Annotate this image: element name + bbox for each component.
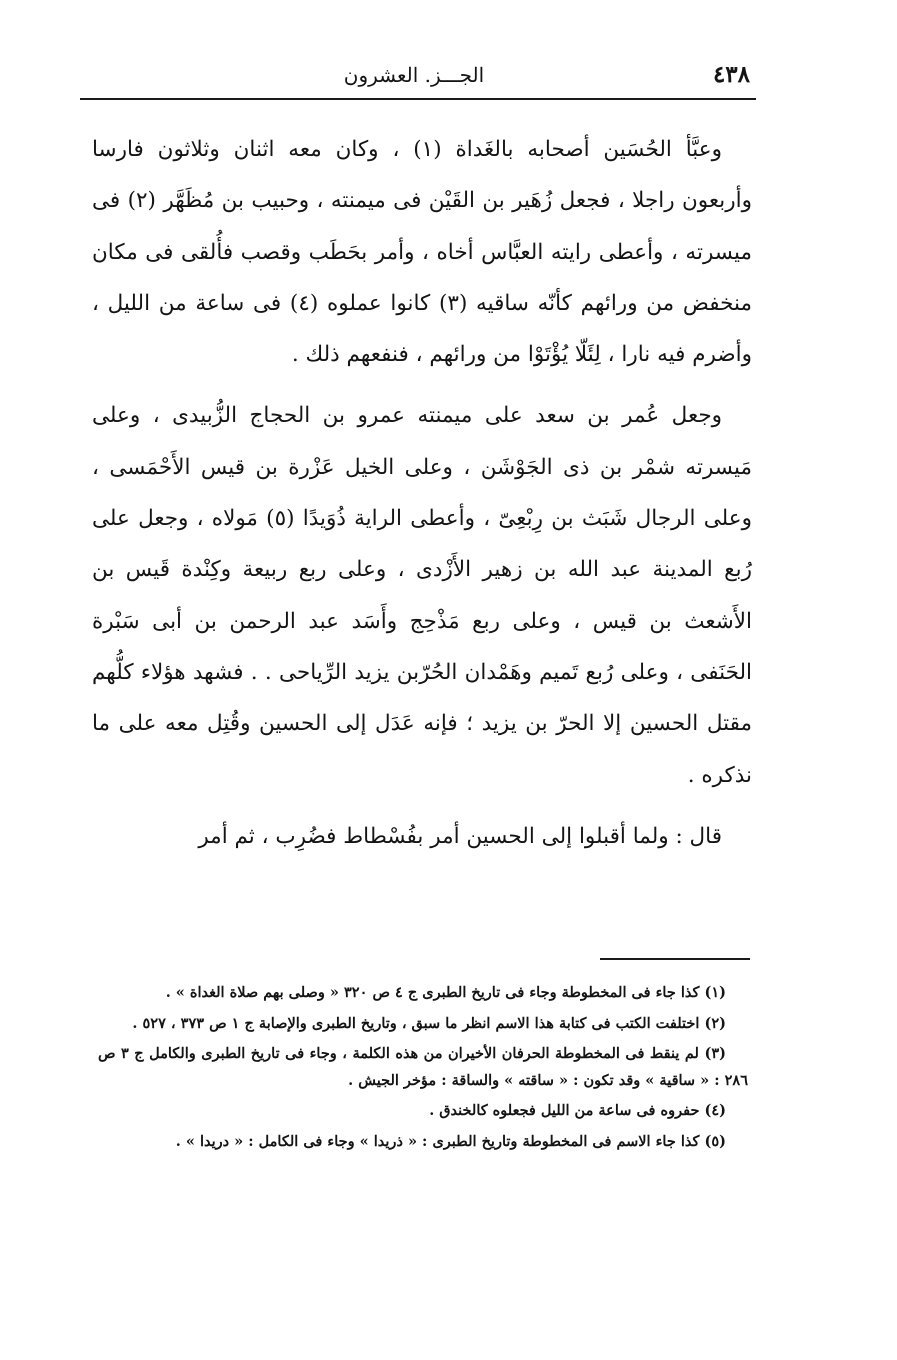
footnote: (٢) اختلفت الكتب فى كتابة هذا الاسم انظر ما سبق ، وتاريخ الطبرى والإصابة ج ١ ص ٣٧٣ ، ٥٢٧ . [132, 1014, 726, 1032]
footnote: (١) كذا جاء فى المخطوطة وجاء فى تاريخ الطبرى ج ٤ ص ٣٢٠ « وصلى بهم صلاة الغداة » . [165, 984, 726, 1001]
running-title: الجـــز. العشرون [343, 63, 485, 87]
footnote: (٣) لم ينقط فى المخطوطة الحرفان الأخيران من هذه الكلمة ، وجاء فى تاريخ الطبرى والكامل ج ٣ ص ٢٨٦ : « ساقية » وقد تكون : « ساقته » والساقة : مؤخر الجيش . [98, 1045, 748, 1089]
footnote: (٥) كذا جاء الاسم فى المخطوطة وتاريخ الطبرى : « ذريدا » وجاء فى الكامل : « دريدا » . [175, 1132, 726, 1150]
footnotes [98, 980, 748, 1159]
footnote: (٤) حفروه فى ساعة من الليل فجعلوه كالخندق . [429, 1102, 726, 1119]
paragraph: وجعل عُمر بن سعد على ميمنته عمرو بن الحجاج الزُّبيدى ، وعلى مَيسرته شمْر بن ذى الجَوْشَن ، وعلى الخيل عَزْرة بن قيس الأَحْمَسى ، وعلى الرجال شَبَث بن رِبْعِىّ ، وأعطى الراية ذُوَيدًا (٥) مَولاه ، وجعل على رُبع المدينة عبد الله بن زهير الأَزْدى ، وعلى ربع ربيعة وكِنْدة قَيس بن الأَشعث بن قيس ، وعلى ربع مَذْحِج وأَسَد عبد الرحمن بن أبى سَبْرة الحَنَفى ، وعلى رُبع تَميم وهَمْدان الحُرّبن يزيد الرِّياحى . . فشهد هؤلاء كلُّهم مقتل الحسين إلا الحرّ بن يزيد ؛ فإنه عَدَل إلى الحسين وقُتِل معه على ما نذكره . [92, 403, 752, 788]
footnote-rule [600, 958, 750, 960]
page-header [78, 58, 750, 94]
paragraph: وعبَّأ الحُسَين أصحابه بالغَداة (١) ، وكان معه اثنان وثلاثون فارسا وأربعون راجلا ، فجعل زُهَير بن القَيْن فى ميمنته ، وحبيب بن مُظَهَّر (٢) فى ميسرته ، وأعطى رايته العبَّاس أخاه ، وأمر بحَطَب وقصب فأُلقى فى مكان منخفض من ورائهم كأنّه ساقيه (٣) كانوا عملوه (٤) فى ساعة من الليل ، وأضرم فيه نارا ، لِئَلّا يُؤْتَوْا من ورائهم ، فنفعهم ذلك . [92, 137, 753, 368]
paragraph: قال : ولما أقبلوا إلى الحسين أمر بفُسْطاط فضُرِب ، ثم أمر [198, 823, 722, 849]
page-number: ٤٣٨ [712, 61, 750, 88]
main-text [92, 124, 752, 862]
header-rule [80, 98, 756, 100]
